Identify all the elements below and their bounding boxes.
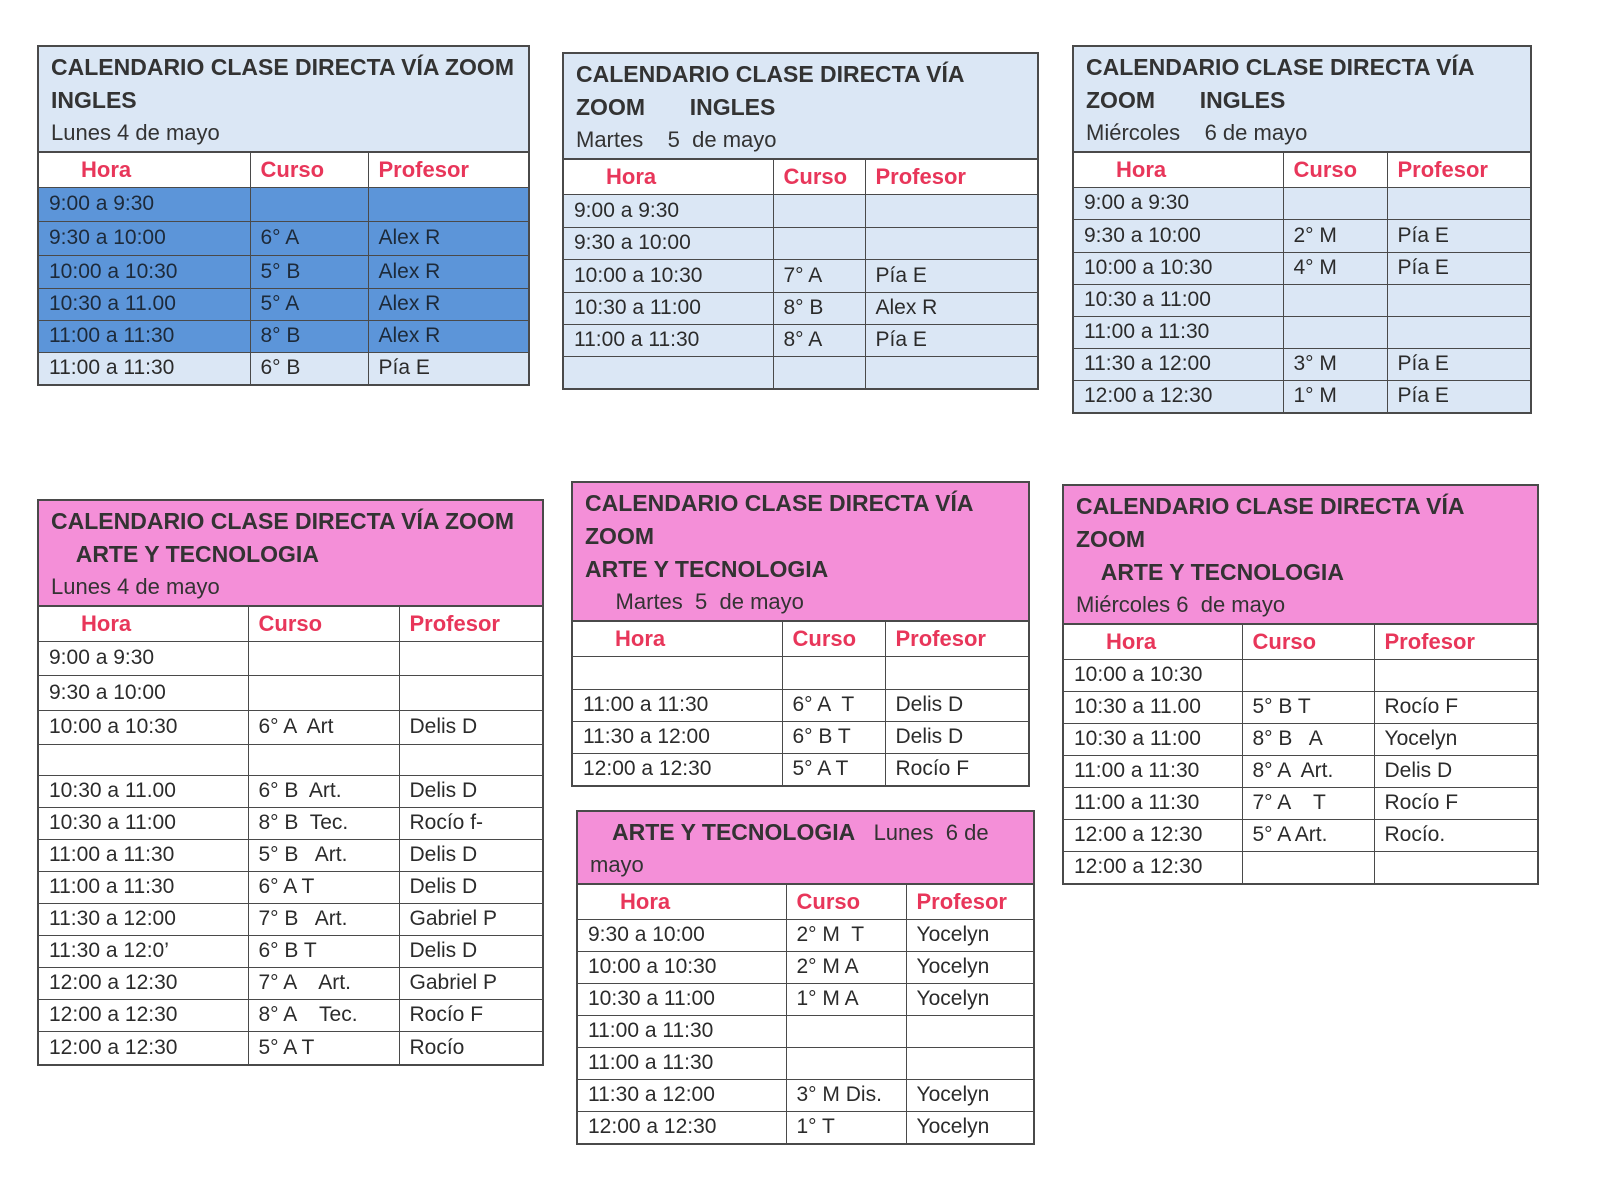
hora-cell: 10:00 a 10:30 xyxy=(39,255,250,288)
table-row xyxy=(39,903,542,935)
schedule-date: Lunes 4 de mayo xyxy=(51,120,220,145)
table-row xyxy=(39,288,528,320)
schedule-header xyxy=(39,501,542,607)
curso-cell xyxy=(782,656,885,689)
profesor-cell: Delis D xyxy=(885,721,1028,753)
table-row xyxy=(39,710,542,744)
hora-cell: 11:30 a 12:00 xyxy=(578,1079,786,1111)
curso-cell: 6° A T xyxy=(782,689,885,721)
hora-cell: 10:30 a 11:00 xyxy=(1074,284,1283,316)
schedule-subject: ARTE Y TECNOLOGIA xyxy=(51,541,319,567)
schedule-arte-martes xyxy=(571,481,1030,787)
curso-cell: 8° B xyxy=(773,292,865,324)
curso-cell: 3° M xyxy=(1283,348,1387,380)
profesor-cell: Pía E xyxy=(368,352,528,384)
table-row xyxy=(1064,755,1537,787)
curso-cell: 4° M xyxy=(1283,252,1387,284)
profesor-cell xyxy=(865,356,1037,388)
schedule-title: CALENDARIO CLASE DIRECTA VÍA xyxy=(1086,54,1475,80)
curso-cell: 6° B Art. xyxy=(248,775,399,807)
schedule-table xyxy=(1074,153,1530,412)
profesor-cell: Alex R xyxy=(865,292,1037,324)
profesor-cell: Delis D xyxy=(1374,755,1537,787)
hora-cell: 10:00 a 10:30 xyxy=(39,710,248,744)
profesor-cell: Alex R xyxy=(368,288,528,320)
profesor-cell: Pía E xyxy=(865,324,1037,356)
table-row xyxy=(578,1111,1033,1143)
schedule-date: Martes 5 de mayo xyxy=(576,127,777,152)
profesor-cell xyxy=(865,194,1037,227)
schedule-header xyxy=(573,483,1028,622)
hora-cell: 11:00 a 11:30 xyxy=(1064,787,1242,819)
profesor-cell: Pía E xyxy=(1387,348,1530,380)
table-row xyxy=(1064,723,1537,755)
schedule-table xyxy=(39,153,528,384)
table-row xyxy=(573,656,1028,689)
hora-cell: 11:30 a 12:00 xyxy=(1074,348,1283,380)
schedule-subject: ARTE Y TECNOLOGIA xyxy=(585,556,829,582)
hora-cell: 12:00 a 12:30 xyxy=(578,1111,786,1143)
table-row xyxy=(573,721,1028,753)
table-row xyxy=(39,744,542,775)
table-row xyxy=(39,255,528,288)
curso-cell: 1° M A xyxy=(786,983,906,1015)
profesor-cell: Gabriel P xyxy=(399,967,542,999)
hora-cell: 12:00 a 12:30 xyxy=(1064,851,1242,883)
hora-cell: 9:00 a 9:30 xyxy=(39,641,248,675)
curso-cell: 6° B T xyxy=(248,935,399,967)
column-header-hora: Hora xyxy=(578,885,786,919)
schedule-ingles-lunes xyxy=(37,45,530,386)
profesor-cell: Yocelyn xyxy=(906,1111,1033,1143)
table-row xyxy=(578,1047,1033,1079)
profesor-cell: Yocelyn xyxy=(906,951,1033,983)
profesor-cell: Delis D xyxy=(399,871,542,903)
column-header-profesor: Profesor xyxy=(906,885,1033,919)
hora-cell: 10:00 a 10:30 xyxy=(1074,252,1283,284)
schedule-ingles-martes xyxy=(562,52,1039,390)
curso-cell: 5° B xyxy=(250,255,368,288)
curso-cell: 5° A xyxy=(250,288,368,320)
table-row xyxy=(39,320,528,352)
curso-cell: 3° M Dis. xyxy=(786,1079,906,1111)
curso-cell xyxy=(250,187,368,221)
curso-cell: 6° A xyxy=(250,221,368,255)
profesor-cell xyxy=(865,227,1037,259)
curso-cell: 8° B A xyxy=(1242,723,1374,755)
hora-cell: 12:00 a 12:30 xyxy=(573,753,782,785)
hora-cell: 10:30 a 11:00 xyxy=(1064,723,1242,755)
curso-cell: 7° B Art. xyxy=(248,903,399,935)
profesor-cell: Pía E xyxy=(1387,252,1530,284)
curso-cell xyxy=(1283,187,1387,219)
hora-cell: 9:30 a 10:00 xyxy=(578,919,786,951)
profesor-cell xyxy=(906,1047,1033,1079)
schedule-subject: INGLES xyxy=(51,87,137,113)
table-row xyxy=(39,807,542,839)
profesor-cell xyxy=(399,641,542,675)
profesor-cell xyxy=(885,656,1028,689)
column-header-hora: Hora xyxy=(39,153,250,187)
schedule-date: Miércoles 6 de mayo xyxy=(1076,592,1286,617)
column-header-curso: Curso xyxy=(786,885,906,919)
curso-cell: 2° M A xyxy=(786,951,906,983)
schedule-ingles-miercoles xyxy=(1072,45,1532,414)
profesor-cell: Gabriel P xyxy=(399,903,542,935)
schedule-title-zoom: ZOOM xyxy=(585,523,654,549)
profesor-cell: Rocío. xyxy=(1374,819,1537,851)
curso-cell: 6° B T xyxy=(782,721,885,753)
table-row xyxy=(1064,787,1537,819)
curso-cell xyxy=(1242,659,1374,691)
table-row xyxy=(578,951,1033,983)
profesor-cell xyxy=(906,1015,1033,1047)
table-row xyxy=(1074,187,1530,219)
schedule-arte-lunes-6 xyxy=(576,810,1035,1145)
curso-cell xyxy=(773,227,865,259)
schedule-arte-miercoles xyxy=(1062,484,1539,885)
profesor-cell: Yocelyn xyxy=(906,919,1033,951)
table-row xyxy=(564,259,1037,292)
column-header-profesor: Profesor xyxy=(865,160,1037,194)
column-header-profesor: Profesor xyxy=(885,622,1028,656)
curso-cell: 5° B T xyxy=(1242,691,1374,723)
column-header-curso: Curso xyxy=(782,622,885,656)
schedule-subject: ZOOM INGLES xyxy=(1086,87,1286,113)
curso-cell xyxy=(248,675,399,710)
hora-cell xyxy=(573,656,782,689)
hora-cell: 11:00 a 11:30 xyxy=(578,1047,786,1079)
schedule-header xyxy=(564,54,1037,160)
column-header-hora: Hora xyxy=(1074,153,1283,187)
hora-cell: 12:00 a 12:30 xyxy=(1064,819,1242,851)
table-row xyxy=(1064,691,1537,723)
schedule-date: Martes 5 de mayo xyxy=(585,589,804,614)
hora-cell: 12:00 a 12:30 xyxy=(39,1031,248,1064)
hora-cell: 10:00 a 10:30 xyxy=(564,259,773,292)
table-row xyxy=(578,919,1033,951)
curso-cell: 7° A xyxy=(773,259,865,292)
column-header-curso: Curso xyxy=(248,607,399,641)
curso-cell: 5° A Art. xyxy=(1242,819,1374,851)
table-row xyxy=(564,227,1037,259)
table-row xyxy=(564,292,1037,324)
column-header-curso: Curso xyxy=(250,153,368,187)
hora-cell: 11:30 a 12:00 xyxy=(573,721,782,753)
profesor-cell: Delis D xyxy=(399,839,542,871)
profesor-cell: Alex R xyxy=(368,320,528,352)
table-row xyxy=(39,839,542,871)
table-row xyxy=(39,999,542,1031)
profesor-cell: Alex R xyxy=(368,221,528,255)
curso-cell xyxy=(773,356,865,388)
schedule-table xyxy=(578,885,1033,1143)
hora-cell: 10:30 a 11.00 xyxy=(1064,691,1242,723)
hora-cell xyxy=(39,744,248,775)
column-header-curso: Curso xyxy=(1283,153,1387,187)
table-row xyxy=(578,1079,1033,1111)
curso-cell: 6° A T xyxy=(248,871,399,903)
hora-cell: 11:00 a 11:30 xyxy=(39,352,250,384)
schedule-title: CALENDARIO CLASE DIRECTA VÍA xyxy=(585,490,974,516)
hora-cell xyxy=(564,356,773,388)
hora-cell: 11:00 a 11:30 xyxy=(39,320,250,352)
curso-cell xyxy=(1283,316,1387,348)
profesor-cell: Pía E xyxy=(1387,380,1530,412)
profesor-cell: Rocío xyxy=(399,1031,542,1064)
schedule-subject: ZOOM INGLES xyxy=(576,94,776,120)
schedule-header xyxy=(578,812,1033,885)
profesor-cell: Yocelyn xyxy=(1374,723,1537,755)
profesor-cell: Delis D xyxy=(399,935,542,967)
table-row xyxy=(39,187,528,221)
column-header-hora: Hora xyxy=(39,607,248,641)
table-row xyxy=(578,983,1033,1015)
profesor-cell: Rocío F xyxy=(399,999,542,1031)
schedule-title: CALENDARIO CLASE DIRECTA VÍA ZOOM xyxy=(51,508,514,534)
profesor-cell: Rocío F xyxy=(885,753,1028,785)
hora-cell: 11:00 a 11:30 xyxy=(1064,755,1242,787)
column-header-profesor: Profesor xyxy=(1387,153,1530,187)
schedule-header xyxy=(1074,47,1530,153)
hora-cell: 10:30 a 11:00 xyxy=(564,292,773,324)
schedule-title: CALENDARIO CLASE DIRECTA VÍA xyxy=(1076,493,1465,519)
profesor-cell: Rocío f- xyxy=(399,807,542,839)
table-row xyxy=(1074,348,1530,380)
curso-cell xyxy=(773,194,865,227)
profesor-cell xyxy=(368,187,528,221)
table-row xyxy=(1064,819,1537,851)
curso-cell xyxy=(1283,284,1387,316)
curso-cell xyxy=(786,1047,906,1079)
hora-cell: 10:30 a 11.00 xyxy=(39,288,250,320)
hora-cell: 9:30 a 10:00 xyxy=(1074,219,1283,252)
curso-cell: 8° A Tec. xyxy=(248,999,399,1031)
hora-cell: 11:30 a 12:00 xyxy=(39,903,248,935)
curso-cell xyxy=(786,1015,906,1047)
column-header-profesor: Profesor xyxy=(399,607,542,641)
profesor-cell xyxy=(399,744,542,775)
curso-cell: 5° B Art. xyxy=(248,839,399,871)
table-row xyxy=(564,194,1037,227)
table-row xyxy=(39,641,542,675)
column-header-hora: Hora xyxy=(573,622,782,656)
profesor-cell xyxy=(1387,316,1530,348)
curso-cell: 2° M T xyxy=(786,919,906,951)
profesor-cell: Delis D xyxy=(885,689,1028,721)
profesor-cell xyxy=(1387,187,1530,219)
table-row xyxy=(573,689,1028,721)
schedule-table xyxy=(39,607,542,1064)
profesor-cell xyxy=(1387,284,1530,316)
schedule-header xyxy=(39,47,528,153)
curso-cell: 6° B xyxy=(250,352,368,384)
column-header-curso: Curso xyxy=(1242,625,1374,659)
table-row xyxy=(1064,851,1537,883)
table-row xyxy=(39,935,542,967)
hora-cell: 9:00 a 9:30 xyxy=(1074,187,1283,219)
profesor-cell: Pía E xyxy=(865,259,1037,292)
curso-cell: 8° B xyxy=(250,320,368,352)
schedule-title: CALENDARIO CLASE DIRECTA VÍA xyxy=(576,61,965,87)
curso-cell: 8° A xyxy=(773,324,865,356)
hora-cell: 10:30 a 11:00 xyxy=(578,983,786,1015)
hora-cell: 10:30 a 11.00 xyxy=(39,775,248,807)
curso-cell: 1° M xyxy=(1283,380,1387,412)
hora-cell: 11:30 a 12:0’ xyxy=(39,935,248,967)
table-row xyxy=(573,753,1028,785)
curso-cell: 2° M xyxy=(1283,219,1387,252)
table-row xyxy=(1074,316,1530,348)
schedule-table xyxy=(564,160,1037,388)
profesor-cell: Alex R xyxy=(368,255,528,288)
schedule-title: CALENDARIO CLASE DIRECTA VÍA ZOOM xyxy=(51,54,514,80)
schedule-date: Lunes 6 de xyxy=(855,820,989,845)
hora-cell: 10:00 a 10:30 xyxy=(578,951,786,983)
schedule-subject: ARTE Y TECNOLOGIA xyxy=(1076,559,1344,585)
schedule-title-row xyxy=(590,816,1021,849)
profesor-cell: Delis D xyxy=(399,775,542,807)
curso-cell: 7° A T xyxy=(1242,787,1374,819)
curso-cell: 1° T xyxy=(786,1111,906,1143)
profesor-cell: Rocío F xyxy=(1374,787,1537,819)
profesor-cell: Delis D xyxy=(399,710,542,744)
table-row xyxy=(39,871,542,903)
hora-cell: 9:00 a 9:30 xyxy=(564,194,773,227)
profesor-cell: Yocelyn xyxy=(906,983,1033,1015)
hora-cell: 10:30 a 11:00 xyxy=(39,807,248,839)
hora-cell: 12:00 a 12:30 xyxy=(1074,380,1283,412)
table-row xyxy=(1064,659,1537,691)
schedule-date: Miércoles 6 de mayo xyxy=(1086,120,1308,145)
schedule-subject: ARTE Y TECNOLOGIA xyxy=(612,819,856,845)
column-header-profesor: Profesor xyxy=(1374,625,1537,659)
hora-cell: 9:30 a 10:00 xyxy=(39,221,250,255)
table-row xyxy=(1074,252,1530,284)
hora-cell: 10:00 a 10:30 xyxy=(1064,659,1242,691)
curso-cell: 7° A Art. xyxy=(248,967,399,999)
curso-cell xyxy=(248,641,399,675)
profesor-cell xyxy=(399,675,542,710)
schedule-table xyxy=(1064,625,1537,883)
table-row xyxy=(39,775,542,807)
curso-cell: 5° A T xyxy=(248,1031,399,1064)
curso-cell xyxy=(248,744,399,775)
curso-cell: 6° A Art xyxy=(248,710,399,744)
column-header-curso: Curso xyxy=(773,160,865,194)
curso-cell: 8° A Art. xyxy=(1242,755,1374,787)
table-row xyxy=(1074,284,1530,316)
curso-cell xyxy=(1242,851,1374,883)
hora-cell: 11:00 a 11:30 xyxy=(564,324,773,356)
profesor-cell xyxy=(1374,851,1537,883)
hora-cell: 12:00 a 12:30 xyxy=(39,999,248,1031)
column-header-profesor: Profesor xyxy=(368,153,528,187)
curso-cell: 8° B Tec. xyxy=(248,807,399,839)
table-row xyxy=(564,356,1037,388)
profesor-cell: Yocelyn xyxy=(906,1079,1033,1111)
schedule-title-zoom: ZOOM xyxy=(1076,526,1145,552)
hora-cell: 9:00 a 9:30 xyxy=(39,187,250,221)
table-row xyxy=(578,1015,1033,1047)
hora-cell: 11:00 a 11:30 xyxy=(39,839,248,871)
table-row xyxy=(39,352,528,384)
hora-cell: 9:30 a 10:00 xyxy=(564,227,773,259)
table-row xyxy=(564,324,1037,356)
table-row xyxy=(39,1031,542,1064)
column-header-hora: Hora xyxy=(1064,625,1242,659)
hora-cell: 12:00 a 12:30 xyxy=(39,967,248,999)
column-header-hora: Hora xyxy=(564,160,773,194)
table-row xyxy=(39,675,542,710)
curso-cell: 5° A T xyxy=(782,753,885,785)
schedule-header xyxy=(1064,486,1537,625)
table-row xyxy=(1074,380,1530,412)
table-row xyxy=(1074,219,1530,252)
table-row xyxy=(39,221,528,255)
schedule-date-continued: mayo xyxy=(590,852,644,877)
hora-cell: 9:30 a 10:00 xyxy=(39,675,248,710)
schedule-arte-lunes xyxy=(37,499,544,1066)
table-row xyxy=(39,967,542,999)
profesor-cell xyxy=(1374,659,1537,691)
schedule-date: Lunes 4 de mayo xyxy=(51,574,220,599)
profesor-cell: Rocío F xyxy=(1374,691,1537,723)
profesor-cell: Pía E xyxy=(1387,219,1530,252)
hora-cell: 11:00 a 11:30 xyxy=(573,689,782,721)
hora-cell: 11:00 a 11:30 xyxy=(39,871,248,903)
hora-cell: 11:00 a 11:30 xyxy=(1074,316,1283,348)
schedule-table xyxy=(573,622,1028,785)
hora-cell: 11:00 a 11:30 xyxy=(578,1015,786,1047)
